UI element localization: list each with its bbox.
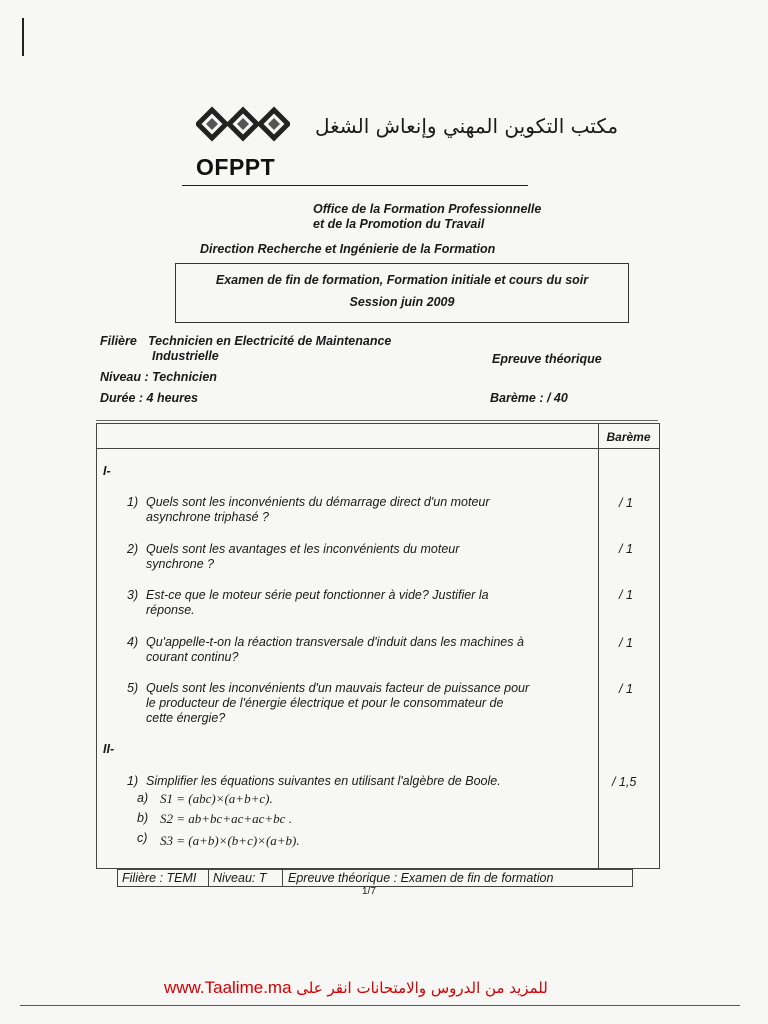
question-number: 2)	[127, 542, 139, 556]
question-line: réponse.	[146, 603, 195, 617]
question-mark: / 1	[619, 588, 633, 602]
duree: Durée : 4 heures	[100, 391, 198, 405]
exam-title: Examen de fin de formation, Formation initiale et cours du soir	[215, 273, 589, 287]
question-text	[146, 542, 578, 572]
question-number: 4)	[127, 635, 139, 649]
page-number: 1/7	[362, 886, 376, 897]
direction-line: Direction Recherche et Ingénierie de la Formation	[200, 242, 496, 256]
footer-separator	[282, 870, 283, 886]
equation: S3 = (a+b)×(b+c)×(a+b).	[160, 833, 300, 848]
question-number: 5)	[127, 681, 139, 695]
question-mark: / 1,5	[612, 775, 637, 789]
promo-link[interactable]: www.Taalime.ma	[164, 978, 292, 997]
bareme-header: Barème	[606, 430, 651, 444]
footer-separator	[208, 870, 209, 886]
bareme-total: Barème : / 40	[490, 391, 568, 405]
filiere-value-line1: Technicien en Electricité de Maintenance	[148, 334, 392, 348]
equation: S1 = (abc)×(a+b+c).	[160, 791, 273, 806]
question-number: 1)	[127, 495, 139, 509]
equation-label: c)	[137, 831, 148, 845]
equation-label: b)	[137, 811, 149, 825]
scan-mark-left	[22, 18, 24, 56]
question-line: cette énergie?	[146, 711, 226, 725]
exam-session: Session juin 2009	[349, 295, 455, 309]
footer-filiere: Filière : TEMI	[122, 871, 197, 885]
promo-arabic-text: للمزيد من الدروس والامتحانات انقر على	[296, 979, 548, 997]
equation: S2 = ab+bc+ac+ac+bc .	[160, 811, 292, 826]
filiere-label: Filière	[100, 334, 137, 348]
meta-divider	[96, 420, 658, 421]
table-column-divider	[598, 424, 599, 868]
question-line: le producteur de l'énergie électrique et pour le consommateur de	[146, 696, 504, 710]
question-text: Simplifier les équations suivantes en utilisant l'algèbre de Boole.	[146, 774, 501, 788]
exam-title-box	[175, 263, 629, 323]
question-line: Qu'appelle-t-on la réaction transversale d'induit dans les machines à	[146, 635, 524, 649]
footer-niveau: Niveau: T	[213, 871, 267, 885]
logo-text: OFPPT	[196, 154, 276, 180]
question-mark: / 1	[619, 496, 633, 510]
page-footer	[117, 869, 633, 887]
question-text	[146, 588, 578, 618]
question-mark: / 1	[619, 636, 633, 650]
question-mark: / 1	[619, 682, 633, 696]
question-number: 1)	[127, 774, 139, 788]
equation-label: a)	[137, 791, 149, 805]
question-line: synchrone ?	[146, 557, 215, 571]
question-line: Quels sont les avantages et les inconvénients du moteur	[146, 542, 460, 556]
question-line: Quels sont les inconvénients du démarrage direct d'un moteur	[146, 495, 490, 509]
footer-epreuve: Epreuve théorique : Examen de fin de formation	[288, 871, 554, 885]
question-line: Quels sont les inconvénients d'un mauvais facteur de puissance pour	[146, 681, 530, 695]
section-1-label: I-	[103, 464, 111, 478]
section-2-label: II-	[103, 742, 115, 756]
arabic-org-name: مكتب التكوين المهني وإنعاش الشغل	[315, 114, 619, 138]
question-text	[146, 495, 578, 525]
table-header-rule	[97, 448, 598, 449]
ofppt-logo-icon	[196, 106, 290, 160]
promo-line	[164, 978, 548, 998]
epreuve-type: Epreuve théorique	[492, 352, 602, 366]
filiere-value-line2: Industrielle	[152, 349, 219, 363]
org-name-line1: Office de la Formation Professionnelle	[313, 202, 542, 216]
bareme-header-cell	[598, 424, 659, 449]
scan-mark-bottom	[20, 1005, 740, 1006]
question-line: Est-ce que le moteur série peut fonctionner à vide? Justifier la	[146, 588, 489, 602]
question-text	[146, 681, 578, 726]
question-line: courant continu?	[146, 650, 239, 664]
question-number: 3)	[127, 588, 139, 602]
niveau: Niveau : Technicien	[100, 370, 217, 384]
org-name-line2: et de la Promotion du Travail	[313, 217, 485, 231]
question-line: asynchrone triphasé ?	[146, 510, 269, 524]
question-text	[146, 635, 578, 665]
header-divider	[182, 185, 528, 186]
question-mark: / 1	[619, 542, 633, 556]
